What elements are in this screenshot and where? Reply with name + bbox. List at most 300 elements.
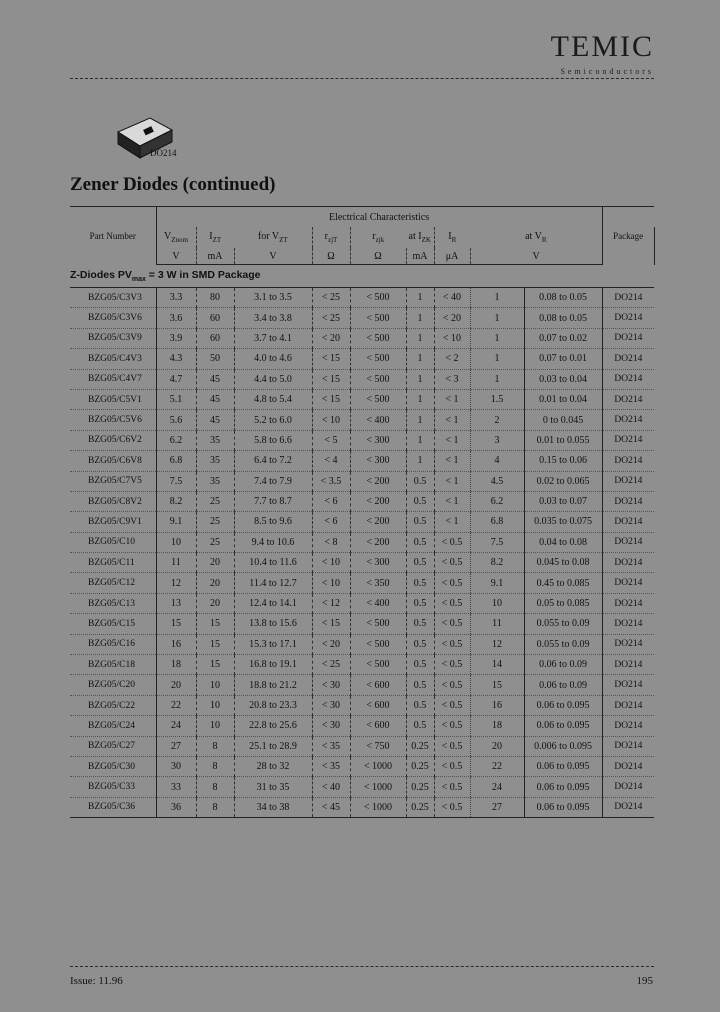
table-row [70, 675, 654, 695]
cell-vznom: 7.5 [156, 471, 196, 491]
cell-tkvz: 0 to 0.045 [524, 410, 602, 430]
cell-vznom: 22 [156, 695, 196, 715]
cell-vzt-range: 16.8 to 19.1 [234, 655, 312, 675]
cell-part: BZG05/C15 [70, 614, 156, 634]
cell-tkvz: 0.055 to 0.09 [524, 634, 602, 654]
cell-vzt-range: 5.8 to 6.6 [234, 430, 312, 450]
cell-rzk: < 500 [350, 389, 406, 409]
cell-rzt: < 3.5 [312, 471, 350, 491]
cell-ir: < 1 [434, 451, 470, 471]
cell-pkg: DO214 [602, 716, 654, 736]
cell-vr: 1 [470, 288, 524, 308]
cell-ir: < 0.5 [434, 777, 470, 797]
cell-vzt-range: 4.0 to 4.6 [234, 349, 312, 369]
cell-pkg: DO214 [602, 288, 654, 308]
cell-tkvz: 0.08 to 0.05 [524, 308, 602, 328]
cell-tkvz: 0.006 to 0.095 [524, 736, 602, 756]
cell-rzt: < 30 [312, 695, 350, 715]
cell-rzk: < 200 [350, 512, 406, 532]
cell-vznom: 10 [156, 532, 196, 552]
unit-vr: V [470, 248, 602, 265]
table-row [70, 716, 654, 736]
cell-tkvz: 0.02 to 0.065 [524, 471, 602, 491]
cell-izt: 45 [196, 389, 234, 409]
cell-izk: 1 [406, 451, 434, 471]
cell-izk: 1 [406, 389, 434, 409]
cell-part: BZG05/C4V3 [70, 349, 156, 369]
cell-rzk: < 1000 [350, 777, 406, 797]
cell-ir: < 0.5 [434, 756, 470, 776]
cell-ir: < 0.5 [434, 655, 470, 675]
cell-pkg: DO214 [602, 532, 654, 552]
cell-part: BZG05/C3V6 [70, 308, 156, 328]
cell-rzt: < 25 [312, 655, 350, 675]
table-row [70, 328, 654, 348]
cell-rzk: < 750 [350, 736, 406, 756]
cell-vznom: 5.6 [156, 410, 196, 430]
cell-rzt: < 35 [312, 736, 350, 756]
cell-part: BZG05/C18 [70, 655, 156, 675]
zener-diode-table [70, 206, 654, 818]
ir-header: $I_R$ [434, 227, 470, 248]
cell-vzt-range: 3.7 to 4.1 [234, 328, 312, 348]
cell-tkvz: 0.06 to 0.095 [524, 797, 602, 817]
cell-rzt: < 25 [312, 288, 350, 308]
cell-izt: 45 [196, 369, 234, 389]
cell-vzt-range: 10.4 to 11.6 [234, 553, 312, 573]
cell-part: BZG05/C13 [70, 593, 156, 613]
cell-ir: < 1 [434, 491, 470, 511]
cell-izk: 0.25 [406, 756, 434, 776]
cell-part: BZG05/C5V1 [70, 389, 156, 409]
cell-ir: < 1 [434, 471, 470, 491]
cell-izk: 1 [406, 328, 434, 348]
cell-vzt-range: 22.8 to 25.6 [234, 716, 312, 736]
cell-vznom: 13 [156, 593, 196, 613]
cell-vzt-range: 9.4 to 10.6 [234, 532, 312, 552]
cell-vzt-range: 4.4 to 5.0 [234, 369, 312, 389]
cell-vznom: 6.2 [156, 430, 196, 450]
cell-vr: 8.2 [470, 553, 524, 573]
cell-tkvz: 0.05 to 0.085 [524, 593, 602, 613]
cell-izk: 1 [406, 369, 434, 389]
cell-part: BZG05/C9V1 [70, 512, 156, 532]
cell-vznom: 36 [156, 797, 196, 817]
unit-rzk: Ω [350, 248, 406, 265]
cell-izk: 0.5 [406, 491, 434, 511]
cell-rzk: < 500 [350, 328, 406, 348]
cell-izk: 0.5 [406, 553, 434, 573]
cell-tkvz: 0.06 to 0.095 [524, 756, 602, 776]
for-vzt-header: for $V_{ZT}$ [257, 231, 288, 244]
cell-tkvz: 0.03 to 0.04 [524, 369, 602, 389]
table-row [70, 389, 654, 409]
cell-rzk: < 600 [350, 675, 406, 695]
cell-pkg: DO214 [602, 655, 654, 675]
table-row [70, 777, 654, 797]
cell-vr: 3 [470, 430, 524, 450]
cell-ir: < 0.5 [434, 532, 470, 552]
cell-vzt-range: 25.1 to 28.9 [234, 736, 312, 756]
cell-pkg: DO214 [602, 614, 654, 634]
cell-rzk: < 500 [350, 655, 406, 675]
at-izk-header: at $I_{ZK}$ [408, 231, 431, 244]
cell-vzt-range: 4.8 to 5.4 [234, 389, 312, 409]
cell-vr: 16 [470, 695, 524, 715]
cell-tkvz: 0.15 to 0.06 [524, 451, 602, 471]
cell-vznom: 33 [156, 777, 196, 797]
table-row [70, 634, 654, 654]
cell-izk: 0.5 [406, 593, 434, 613]
cell-part: BZG05/C36 [70, 797, 156, 817]
cell-vznom: 11 [156, 553, 196, 573]
cell-tkvz: 0.055 to 0.09 [524, 614, 602, 634]
cell-rzt: < 12 [312, 593, 350, 613]
cell-izt: 45 [196, 410, 234, 430]
cell-vzt-range: 34 to 38 [234, 797, 312, 817]
cell-ir: < 1 [434, 389, 470, 409]
cell-tkvz: 0.01 to 0.055 [524, 430, 602, 450]
cell-rzt: < 15 [312, 349, 350, 369]
cell-pkg: DO214 [602, 593, 654, 613]
cell-pkg: DO214 [602, 756, 654, 776]
electrical-characteristics-header: Electrical Characteristics [156, 207, 602, 228]
cell-vznom: 3.3 [156, 288, 196, 308]
cell-rzk: < 500 [350, 349, 406, 369]
cell-tkvz: 0.06 to 0.095 [524, 777, 602, 797]
cell-izk: 0.5 [406, 471, 434, 491]
cell-pkg: DO214 [602, 573, 654, 593]
cell-izt: 10 [196, 716, 234, 736]
cell-vr: 6.2 [470, 491, 524, 511]
cell-vznom: 24 [156, 716, 196, 736]
cell-vzt-range: 15.3 to 17.1 [234, 634, 312, 654]
cell-izk: 1 [406, 410, 434, 430]
cell-izt: 25 [196, 532, 234, 552]
cell-pkg: DO214 [602, 308, 654, 328]
cell-ir: < 0.5 [434, 736, 470, 756]
cell-rzk: < 500 [350, 634, 406, 654]
cell-rzk: < 1000 [350, 797, 406, 817]
cell-izt: 35 [196, 451, 234, 471]
cell-tkvz: 0.045 to 0.08 [524, 553, 602, 573]
cell-vzt-range: 8.5 to 9.6 [234, 512, 312, 532]
page-number: 195 [636, 975, 653, 987]
cell-rzt: < 5 [312, 430, 350, 450]
cell-vr: 7.5 [470, 532, 524, 552]
unit-izt: mA [196, 248, 234, 265]
cell-rzt: < 45 [312, 797, 350, 817]
cell-izt: 60 [196, 308, 234, 328]
cell-pkg: DO214 [602, 491, 654, 511]
unit-vznom: V [156, 248, 196, 265]
cell-vznom: 8.2 [156, 491, 196, 511]
cell-part: BZG05/C11 [70, 553, 156, 573]
cell-vzt-range: 12.4 to 14.1 [234, 593, 312, 613]
page-title: Zener Diodes (continued) [70, 174, 276, 195]
cell-izk: 1 [406, 430, 434, 450]
cell-rzt: < 15 [312, 614, 350, 634]
cell-pkg: DO214 [602, 797, 654, 817]
cell-ir: < 20 [434, 308, 470, 328]
cell-part: BZG05/C3V3 [70, 288, 156, 308]
cell-rzt: < 6 [312, 512, 350, 532]
footer-rule [70, 966, 654, 967]
cell-vznom: 3.9 [156, 328, 196, 348]
cell-part: BZG05/C6V2 [70, 430, 156, 450]
cell-pkg: DO214 [602, 410, 654, 430]
table-row [70, 736, 654, 756]
cell-ir: < 40 [434, 288, 470, 308]
table-row [70, 471, 654, 491]
header-rule [70, 78, 654, 79]
cell-part: BZG05/C30 [70, 756, 156, 776]
cell-vzt-range: 3.4 to 3.8 [234, 308, 312, 328]
cell-pkg: DO214 [602, 328, 654, 348]
cell-izk: 0.25 [406, 777, 434, 797]
cell-part: BZG05/C5V6 [70, 410, 156, 430]
cell-vznom: 4.7 [156, 369, 196, 389]
cell-vr: 9.1 [470, 573, 524, 593]
cell-part: BZG05/C24 [70, 716, 156, 736]
cell-vr: 15 [470, 675, 524, 695]
cell-ir: < 0.5 [434, 675, 470, 695]
cell-part: BZG05/C20 [70, 675, 156, 695]
cell-rzt: < 20 [312, 634, 350, 654]
cell-izt: 20 [196, 553, 234, 573]
cell-part: BZG05/C10 [70, 532, 156, 552]
table-row [70, 288, 654, 308]
cell-rzt: < 40 [312, 777, 350, 797]
table-row [70, 512, 654, 532]
cell-ir: < 0.5 [434, 553, 470, 573]
cell-rzk: < 300 [350, 430, 406, 450]
cell-izt: 35 [196, 471, 234, 491]
at-vr-header: at $V_R$ [525, 231, 547, 244]
table-row [70, 655, 654, 675]
cell-izt: 25 [196, 491, 234, 511]
cell-vr: 1 [470, 308, 524, 328]
part-number-header: Part Number [70, 207, 156, 265]
cell-ir: < 0.5 [434, 634, 470, 654]
cell-vr: 24 [470, 777, 524, 797]
cell-vr: 2 [470, 410, 524, 430]
brand-logo: TEMIC [550, 30, 654, 63]
cell-pkg: DO214 [602, 675, 654, 695]
cell-part: BZG05/C22 [70, 695, 156, 715]
cell-izt: 50 [196, 349, 234, 369]
cell-ir: < 0.5 [434, 797, 470, 817]
cell-ir: < 1 [434, 430, 470, 450]
cell-izt: 20 [196, 573, 234, 593]
cell-pkg: DO214 [602, 512, 654, 532]
cell-pkg: DO214 [602, 349, 654, 369]
cell-vznom: 20 [156, 675, 196, 695]
cell-izt: 60 [196, 328, 234, 348]
cell-vzt-range: 6.4 to 7.2 [234, 451, 312, 471]
table-row [70, 573, 654, 593]
cell-izt: 15 [196, 614, 234, 634]
cell-rzt: < 30 [312, 716, 350, 736]
cell-pkg: DO214 [602, 369, 654, 389]
cell-pkg: DO214 [602, 634, 654, 654]
table-row [70, 553, 654, 573]
cell-pkg: DO214 [602, 553, 654, 573]
cell-rzk: < 600 [350, 695, 406, 715]
cell-vznom: 18 [156, 655, 196, 675]
cell-vr: 1 [470, 349, 524, 369]
cell-vzt-range: 18.8 to 21.2 [234, 675, 312, 695]
cell-vzt-range: 3.1 to 3.5 [234, 288, 312, 308]
cell-vr: 1 [470, 369, 524, 389]
cell-rzk: < 300 [350, 451, 406, 471]
cell-izk: 0.5 [406, 655, 434, 675]
cell-vznom: 16 [156, 634, 196, 654]
cell-ir: < 1 [434, 410, 470, 430]
table-row [70, 532, 654, 552]
cell-vznom: 27 [156, 736, 196, 756]
cell-vr: 11 [470, 614, 524, 634]
cell-izt: 80 [196, 288, 234, 308]
cell-rzk: < 350 [350, 573, 406, 593]
table-row [70, 614, 654, 634]
cell-izt: 8 [196, 756, 234, 776]
cell-part: BZG05/C27 [70, 736, 156, 756]
cell-vzt-range: 31 to 35 [234, 777, 312, 797]
cell-rzk: < 200 [350, 471, 406, 491]
cell-part: BZG05/C3V9 [70, 328, 156, 348]
cell-rzt: < 20 [312, 328, 350, 348]
cell-izt: 15 [196, 655, 234, 675]
cell-tkvz: 0.04 to 0.08 [524, 532, 602, 552]
cell-part: BZG05/C8V2 [70, 491, 156, 511]
cell-pkg: DO214 [602, 389, 654, 409]
cell-vr: 6.8 [470, 512, 524, 532]
package-label: DO214 [150, 148, 177, 158]
cell-rzk: < 200 [350, 532, 406, 552]
table-row [70, 756, 654, 776]
cell-tkvz: 0.06 to 0.09 [524, 675, 602, 695]
cell-vznom: 5.1 [156, 389, 196, 409]
cell-rzt: < 8 [312, 532, 350, 552]
cell-rzt: < 10 [312, 573, 350, 593]
cell-izt: 20 [196, 593, 234, 613]
unit-ir: μA [434, 248, 470, 265]
cell-rzk: < 200 [350, 491, 406, 511]
table-row [70, 349, 654, 369]
cell-rzk: < 500 [350, 614, 406, 634]
cell-vr: 20 [470, 736, 524, 756]
cell-vzt-range: 13.8 to 15.6 [234, 614, 312, 634]
cell-vr: 1 [470, 328, 524, 348]
cell-vzt-range: 20.8 to 23.3 [234, 695, 312, 715]
cell-izk: 0.5 [406, 614, 434, 634]
cell-vznom: 3.6 [156, 308, 196, 328]
cell-rzk: < 300 [350, 553, 406, 573]
cell-pkg: DO214 [602, 471, 654, 491]
table-row [70, 430, 654, 450]
cell-rzt: < 6 [312, 491, 350, 511]
cell-vr: 10 [470, 593, 524, 613]
cell-tkvz: 0.01 to 0.04 [524, 389, 602, 409]
table-row [70, 491, 654, 511]
unit-vzt: V [234, 248, 312, 265]
table-row [70, 308, 654, 328]
cell-rzk: < 600 [350, 716, 406, 736]
vznom-header: $V_{Znom}$ [156, 227, 196, 248]
izt-header: $I_{ZT}$ [196, 227, 234, 248]
cell-pkg: DO214 [602, 695, 654, 715]
cell-ir: < 0.5 [434, 716, 470, 736]
cell-rzt: < 10 [312, 410, 350, 430]
cell-vznom: 4.3 [156, 349, 196, 369]
cell-rzk: < 500 [350, 288, 406, 308]
cell-ir: < 0.5 [434, 614, 470, 634]
unit-rzt: Ω [312, 248, 350, 265]
cell-izk: 0.5 [406, 512, 434, 532]
cell-rzt: < 25 [312, 308, 350, 328]
cell-part: BZG05/C12 [70, 573, 156, 593]
cell-tkvz: 0.07 to 0.01 [524, 349, 602, 369]
cell-ir: < 3 [434, 369, 470, 389]
rzt-header: $r_{zjT}$ [312, 227, 350, 248]
cell-vznom: 6.8 [156, 451, 196, 471]
cell-izk: 0.5 [406, 675, 434, 695]
cell-izk: 0.5 [406, 532, 434, 552]
cell-izt: 8 [196, 777, 234, 797]
cell-izt: 10 [196, 695, 234, 715]
cell-rzt: < 15 [312, 389, 350, 409]
cell-rzt: < 10 [312, 553, 350, 573]
section-header: Z-Diodes $PV_{max} = 3$ W in SMD Package [70, 265, 654, 288]
table-row [70, 593, 654, 613]
cell-izt: 35 [196, 430, 234, 450]
cell-vzt-range: 7.4 to 7.9 [234, 471, 312, 491]
cell-vznom: 9.1 [156, 512, 196, 532]
cell-rzt: < 4 [312, 451, 350, 471]
cell-ir: < 0.5 [434, 593, 470, 613]
cell-tkvz: 0.06 to 0.09 [524, 655, 602, 675]
cell-vr: 18 [470, 716, 524, 736]
cell-tkvz: 0.07 to 0.02 [524, 328, 602, 348]
cell-izk: 0.5 [406, 634, 434, 654]
cell-vr: 4 [470, 451, 524, 471]
cell-part: BZG05/C33 [70, 777, 156, 797]
cell-izk: 0.25 [406, 736, 434, 756]
cell-vznom: 30 [156, 756, 196, 776]
cell-pkg: DO214 [602, 736, 654, 756]
cell-vznom: 15 [156, 614, 196, 634]
cell-tkvz: 0.03 to 0.07 [524, 491, 602, 511]
cell-tkvz: 0.45 to 0.085 [524, 573, 602, 593]
cell-pkg: DO214 [602, 430, 654, 450]
cell-ir: < 0.5 [434, 695, 470, 715]
cell-rzk: < 400 [350, 410, 406, 430]
table-row [70, 369, 654, 389]
rzk-header: $r_{zjk}$ [350, 227, 406, 248]
cell-ir: < 10 [434, 328, 470, 348]
cell-vr: 4.5 [470, 471, 524, 491]
table-row [70, 695, 654, 715]
cell-vznom: 12 [156, 573, 196, 593]
cell-rzk: < 500 [350, 369, 406, 389]
cell-izk: 1 [406, 308, 434, 328]
cell-pkg: DO214 [602, 451, 654, 471]
cell-izt: 10 [196, 675, 234, 695]
unit-izk: mA [406, 248, 434, 265]
cell-izk: 0.25 [406, 797, 434, 817]
cell-rzt: < 35 [312, 756, 350, 776]
